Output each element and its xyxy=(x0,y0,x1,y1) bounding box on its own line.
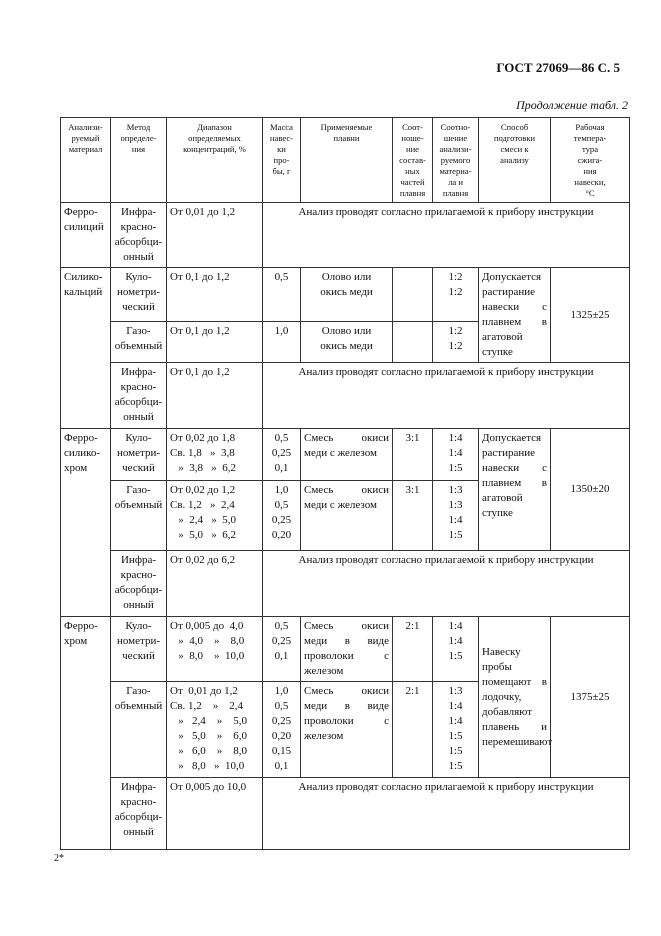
mass-cell: 1,0 0,5 0,25 0,20 xyxy=(263,481,301,551)
ratio-cell: 1:2 1:2 xyxy=(433,268,479,322)
method-cell: Куло- нометри- ческий xyxy=(111,268,167,322)
flux-parts-cell: 3:1 xyxy=(393,429,433,481)
method-cell: Куло- нометри- ческий xyxy=(111,429,167,481)
table-row xyxy=(61,551,630,617)
flux-parts-cell: 2:1 xyxy=(393,682,433,778)
col-prep: Способ подготовки смеси к анализу xyxy=(479,118,551,203)
col-temp: Рабочая темпера- тура сжига- ния навески, °С xyxy=(551,118,630,203)
table-row xyxy=(61,617,630,682)
range-cell: От 0,1 до 1,2 xyxy=(167,321,263,362)
flux-cell: Олово или окись меди xyxy=(301,321,393,362)
page-header: ГОСТ 27069—86 С. 5 xyxy=(496,60,620,75)
footer-mark: 2* xyxy=(54,853,64,864)
prep-cell: Допускается растирание навески с плавнем в агатовой ступке xyxy=(479,268,551,363)
prep-cell: Навеску пробы помещают в лодочку, добавляют плавень и перемешивают xyxy=(479,617,551,778)
mass-cell: 1,0 xyxy=(263,321,301,362)
mass-cell: 0,5 0,25 0,1 xyxy=(263,617,301,682)
flux-parts-cell: 2:1 xyxy=(393,617,433,682)
col-range: Диапазон определяемых концентраций, % xyxy=(167,118,263,203)
instruction-note: Анализ проводят согласно прилагаемой к прибору инструкции xyxy=(263,203,630,268)
prep-cell: Допускается растирание навески с плавнем в агатовой ступке xyxy=(479,429,551,551)
flux-parts-cell xyxy=(393,321,433,362)
table-row xyxy=(61,363,630,429)
ratio-cell: 1:3 1:3 1:4 1:5 xyxy=(433,481,479,551)
method-cell: Газо- объемный xyxy=(111,321,167,362)
range-cell: От 0,1 до 1,2 xyxy=(167,363,263,429)
temp-cell: 1325±25 xyxy=(551,268,630,363)
col-flux: Применяемые плавни xyxy=(301,118,393,203)
temp-cell: 1350±20 xyxy=(551,429,630,551)
method-cell: Куло- нометри- ческий xyxy=(111,617,167,682)
table-continuation: Продолжение табл. 2 xyxy=(516,98,628,112)
range-cell: От 0,02 до 6,2 xyxy=(167,551,263,617)
flux-parts-cell: 3:1 xyxy=(393,481,433,551)
ratio-cell: 1:4 1:4 1:5 xyxy=(433,429,479,481)
method-cell: Инфра- красно- абсорбци- онный xyxy=(111,551,167,617)
col-mass: Масса навес- ки про- бы, г xyxy=(263,118,301,203)
flux-parts-cell xyxy=(393,268,433,322)
header-row xyxy=(61,118,630,203)
col-method: Метод определе- ния xyxy=(111,118,167,203)
ratio-cell: 1:3 1:4 1:4 1:5 1:5 1:5 xyxy=(433,682,479,778)
range-cell: От 0,005 до 4,0 » 4,0 » 8,0 » 8,0 » 10,0 xyxy=(167,617,263,682)
table-2 xyxy=(60,117,630,850)
table-row xyxy=(61,268,630,322)
instruction-note: Анализ проводят согласно прилагаемой к прибору инструкции xyxy=(263,363,630,429)
mass-cell: 1,0 0,5 0,25 0,20 0,15 0,1 xyxy=(263,682,301,778)
material-cell: Ферро- хром xyxy=(61,617,111,850)
instruction-note: Анализ проводят согласно прилагаемой к прибору инструкции xyxy=(263,551,630,617)
table-row xyxy=(61,778,630,850)
col-ratio: Соотно- шение анализи- руемого материа- ла и плавня xyxy=(433,118,479,203)
method-cell: Газо- объемный xyxy=(111,682,167,778)
material-cell: Ферро- силико- хром xyxy=(61,429,111,617)
range-cell: От 0,01 до 1,2 xyxy=(167,203,263,268)
flux-cell: Смесь окиси меди в виде проволоки с железом xyxy=(301,617,393,682)
range-cell: От 0,005 до 10,0 xyxy=(167,778,263,850)
method-cell: Газо- объемный xyxy=(111,481,167,551)
table-row xyxy=(61,429,630,481)
ratio-cell: 1:2 1:2 xyxy=(433,321,479,362)
mass-cell: 0,5 0,25 0,1 xyxy=(263,429,301,481)
temp-cell: 1375±25 xyxy=(551,617,630,778)
range-cell: От 0,01 до 1,2 Св. 1,2 » 2,4 » 2,4 » 5,0 » 5,0 » 6,0 » 6,0 » 8,0 » 8,0 » 10,0 xyxy=(167,682,263,778)
material-cell: Ферро- силиций xyxy=(61,203,111,268)
range-cell: От 0,1 до 1,2 xyxy=(167,268,263,322)
ratio-cell: 1:4 1:4 1:5 xyxy=(433,617,479,682)
flux-cell: Смесь окиси меди с железом xyxy=(301,429,393,481)
flux-cell: Олово или окись меди xyxy=(301,268,393,322)
flux-cell: Смесь окиси меди с железом xyxy=(301,481,393,551)
range-cell: От 0,02 до 1,2 Св. 1,2 » 2,4 » 2,4 » 5,0 » 5,0 » 6,2 xyxy=(167,481,263,551)
col-flux-parts: Соот- ноше- ние состав- ных частей плавня xyxy=(393,118,433,203)
material-cell: Силико- кальций xyxy=(61,268,111,429)
range-cell: От 0,02 до 1,8 Св. 1,8 » 3,8 » 3,8 » 6,2 xyxy=(167,429,263,481)
method-cell: Инфра- красно- абсорбци- онный xyxy=(111,778,167,850)
instruction-note: Анализ проводят согласно прилагаемой к прибору инструкции xyxy=(263,778,630,850)
flux-cell: Смесь окиси меди в виде проволоки с железом xyxy=(301,682,393,778)
col-material: Анализи- руемый материал xyxy=(61,118,111,203)
table-row xyxy=(61,203,630,268)
method-cell: Инфра- красно- абсорбци- онный xyxy=(111,203,167,268)
method-cell: Инфра- красно- абсорбци- онный xyxy=(111,363,167,429)
mass-cell: 0,5 xyxy=(263,268,301,322)
